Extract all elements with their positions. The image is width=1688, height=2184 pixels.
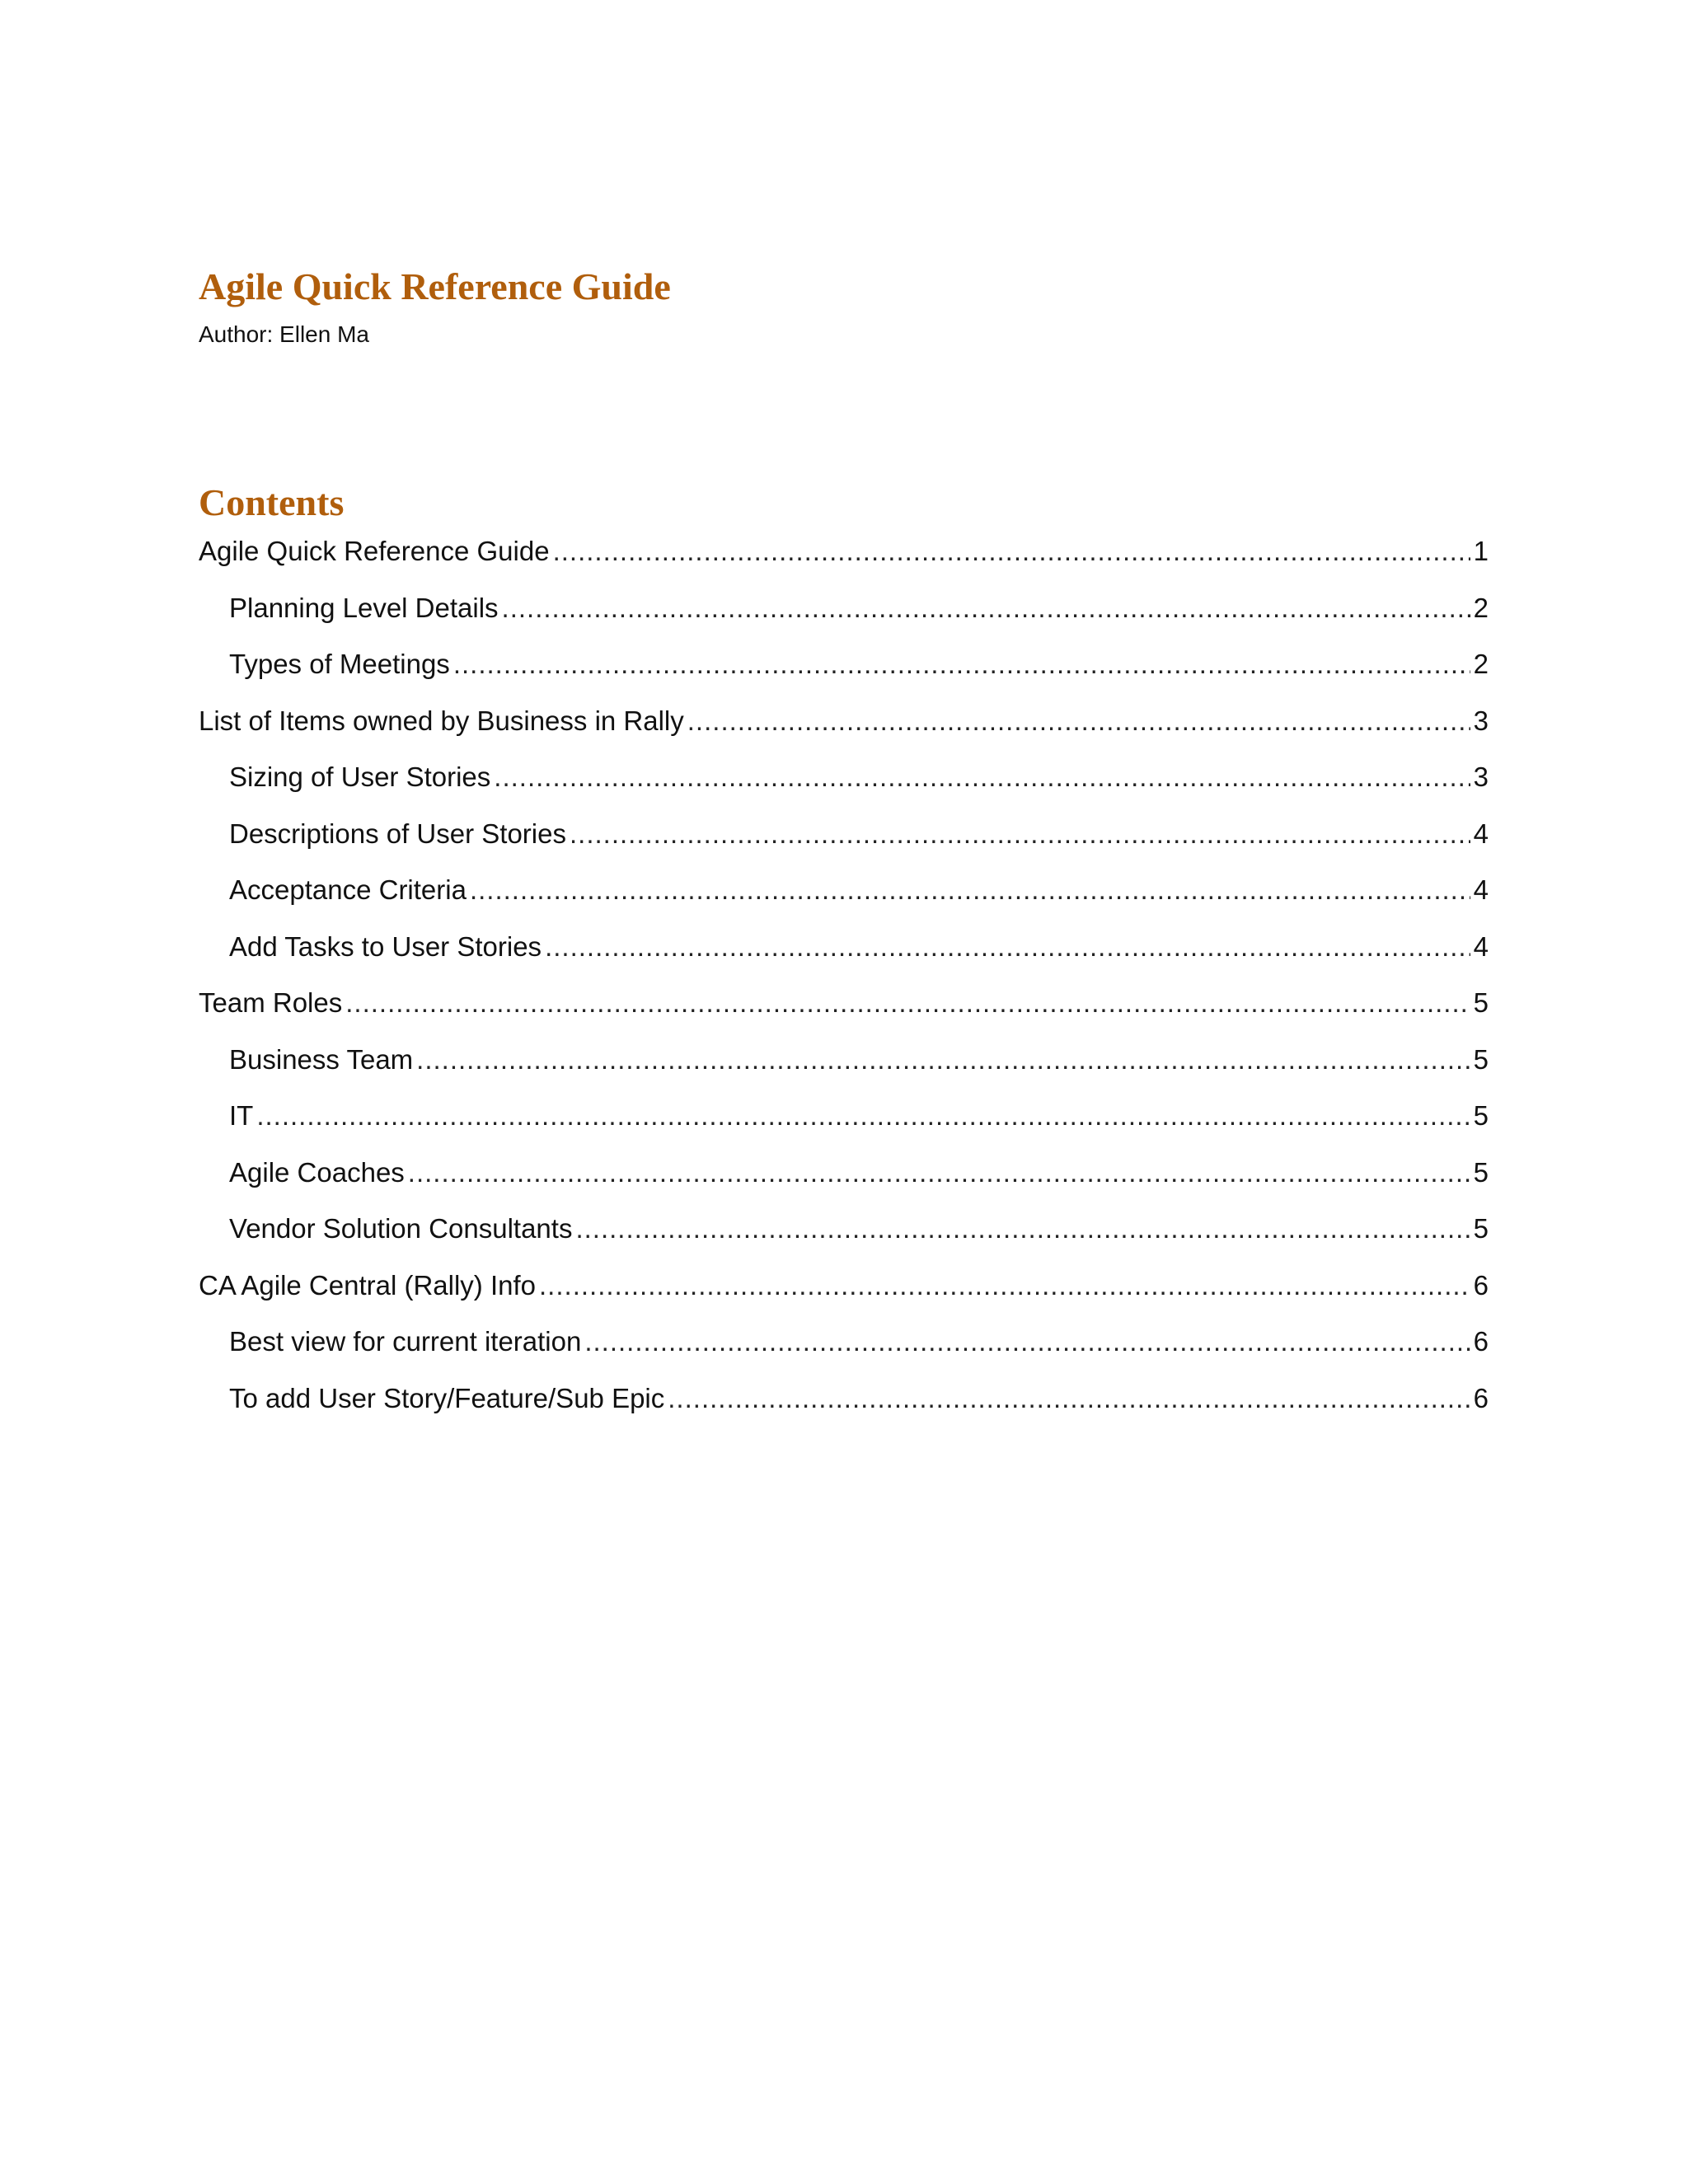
toc-entry[interactable] [199, 1208, 1489, 1265]
toc-entry-label: Agile Quick Reference Guide [199, 536, 550, 566]
toc-entry-label: Descriptions of User Stories [229, 818, 566, 849]
toc-entry-label: List of Items owned by Business in Rally [199, 705, 684, 736]
toc-entry[interactable] [199, 982, 1489, 1039]
toc-entry[interactable] [199, 588, 1489, 644]
toc-dot-leader [470, 869, 1470, 911]
toc-dot-leader [453, 644, 1470, 685]
toc-entry-label: Sizing of User Stories [229, 762, 491, 792]
toc-page-number: 4 [1473, 874, 1489, 905]
author-line: Author: Ellen Ma [199, 321, 369, 347]
toc-entry-label: IT [229, 1100, 254, 1131]
toc-entry[interactable] [199, 701, 1489, 757]
toc-dot-leader [408, 1152, 1470, 1193]
toc-dot-leader [416, 1039, 1470, 1080]
toc-dot-leader [575, 1208, 1470, 1249]
toc-page-number: 6 [1473, 1269, 1489, 1301]
toc-page-number: 5 [1473, 1156, 1489, 1188]
toc-page-number: 3 [1473, 762, 1489, 792]
toc-entry-label: Add Tasks to User Stories [229, 930, 542, 962]
toc-entry[interactable] [199, 531, 1489, 588]
toc-page-number: 6 [1473, 1382, 1489, 1413]
toc-dot-leader [502, 588, 1470, 629]
toc-entry[interactable] [199, 926, 1489, 983]
toc-entry-label: Vendor Solution Consultants [229, 1213, 573, 1244]
toc-dot-leader [668, 1378, 1470, 1419]
toc-page-number: 4 [1473, 930, 1489, 962]
toc-dot-leader [494, 757, 1470, 798]
toc-entry-label: Planning Level Details [229, 592, 499, 623]
toc-entry[interactable] [199, 813, 1489, 870]
toc-page-number: 5 [1473, 1043, 1489, 1075]
toc-dot-leader [545, 926, 1470, 968]
toc-page-number: 5 [1473, 1213, 1489, 1244]
toc-entry[interactable] [199, 1152, 1489, 1209]
contents-heading: Contents [199, 481, 345, 523]
toc-entry-label: Acceptance Criteria [229, 874, 467, 905]
toc-entry[interactable] [199, 1095, 1489, 1152]
toc-entry[interactable] [199, 1039, 1489, 1096]
toc-entry[interactable] [199, 869, 1489, 926]
toc-page-number: 5 [1473, 987, 1489, 1018]
toc-page-number: 5 [1473, 1100, 1489, 1131]
toc-entry[interactable] [199, 644, 1489, 701]
toc-page-number: 6 [1473, 1326, 1489, 1357]
toc-dot-leader [553, 531, 1470, 572]
toc-entry-label: Best view for current iteration [229, 1326, 582, 1357]
toc-entry[interactable] [199, 757, 1489, 813]
toc-entry-label: Team Roles [199, 987, 343, 1018]
toc-dot-leader [256, 1095, 1470, 1137]
toc-entry-label: CA Agile Central (Rally) Info [199, 1269, 537, 1301]
table-of-contents [199, 531, 1489, 1434]
toc-entry[interactable] [199, 1378, 1489, 1435]
toc-page-number: 2 [1473, 649, 1489, 679]
toc-page-number: 3 [1473, 705, 1489, 736]
toc-page-number: 4 [1473, 818, 1489, 849]
toc-entry-label: Business Team [229, 1043, 414, 1075]
toc-entry[interactable] [199, 1321, 1489, 1378]
toc-page-number: 1 [1473, 536, 1489, 566]
toc-dot-leader [345, 982, 1470, 1024]
document-title: Agile Quick Reference Guide [199, 265, 671, 307]
toc-entry[interactable] [199, 1265, 1489, 1322]
toc-dot-leader [687, 701, 1470, 742]
toc-dot-leader [539, 1265, 1470, 1306]
toc-entry-label: To add User Story/Feature/Sub Epic [229, 1382, 665, 1413]
toc-entry-label: Types of Meetings [229, 649, 450, 679]
toc-dot-leader [584, 1321, 1470, 1362]
toc-dot-leader [570, 813, 1470, 855]
toc-entry-label: Agile Coaches [229, 1156, 405, 1188]
toc-page-number: 2 [1473, 592, 1489, 623]
